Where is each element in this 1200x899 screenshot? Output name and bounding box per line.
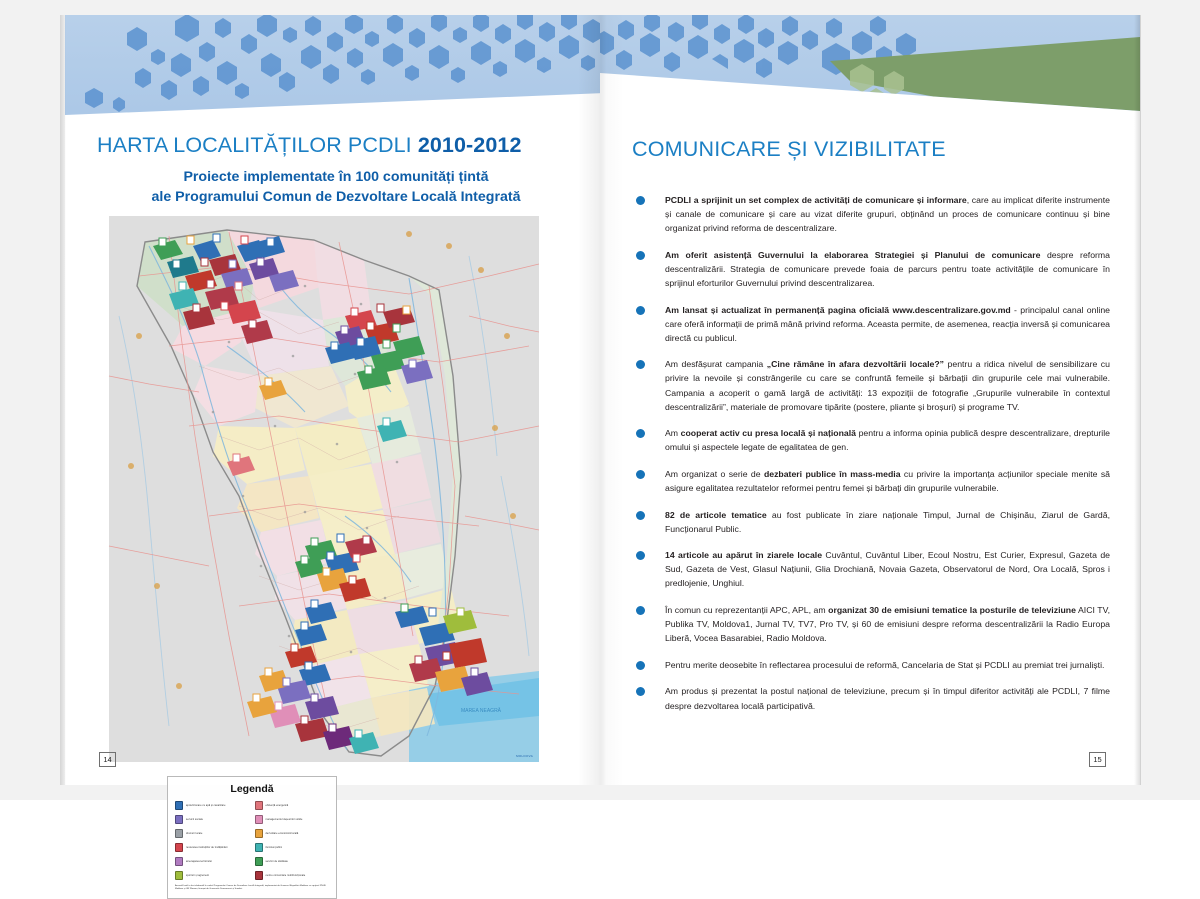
svg-text:MAREA NEAGRĂ: MAREA NEAGRĂ [461,708,502,714]
bullet-item [632,658,1110,672]
legend-swatch-icon [175,829,183,838]
legend-item [175,871,250,880]
legend-item [255,871,330,880]
legend-swatch-icon [175,801,183,810]
page-number-left: 14 [99,752,116,767]
header-decorative-band-right [600,15,1140,135]
legend-item-label: iluminat public [265,846,283,849]
bullet-item [632,467,1110,495]
legend-item-label: amenajarea teritoriului [186,860,212,863]
bullet-text: 82 de articole tematice au fost publicate în ziare naționale Timpul, Jurnal de Chișinău, Ziarul de Gardă, Funcționarul Public. [665,509,1110,534]
bullet-item [632,303,1110,345]
legend-swatch-icon [255,829,263,838]
map-legend [167,776,337,899]
legend-item-label: servicii de sănătate [265,860,288,863]
map-svg [109,216,539,762]
legend-title: Legendă [230,783,274,795]
legend-note: Această hartă a fost elaborată în cadrul Programului Comun de Dezvoltare Locală Integrată, implementat de Guvernul Republicii Moldova cu sprijinul PNUD Moldova și UN Women, finanțat de Guvernele Danemarcei și Suediei. [175,885,327,890]
left-page-title [97,133,522,158]
right-page-title: COMUNICARE ȘI VIZIBILITATE [632,137,946,161]
legend-swatch-icon [175,857,183,866]
left-page-subtitle-line2: ale Programului Comun de Dezvoltare Locală Integrată [151,189,521,206]
legend-item [175,815,250,824]
bullet-dot-icon [636,360,645,369]
left-page-title-years: 2010-2012 [417,133,522,157]
bullet-item [632,357,1110,413]
bullet-text: Pentru merite deosebite în reflectarea procesului de reformă, Cancelaria de Stat și PCDLI au premiat trei jurnaliști. [665,659,1105,670]
legend-swatch-icon [175,843,183,852]
bullet-item [632,508,1110,536]
bullet-dot-icon [636,251,645,260]
legend-item-label: aprovizionare cu apă și canalizare [186,804,226,807]
left-page [65,15,605,890]
bullet-text: PCDLI a sprijinit un set complex de activități de comunicare și informare, care au implicat diferite instrumente și canale de comunicare și care au vizat diferite grupuri, obținând un proces de comunicare continuu și bine organizat privind reforma de descentralizare. [665,195,1110,234]
bullet-text: În comun cu reprezentanții APC, APL, am organizat 30 de emisiuni tematice la posturile de televiziune AICI TV, Publika TV, Moldova1, Jurnal TV, TV7, Pro TV, și 60 de emisiuni despre reforma descentralizării la Radio Europa Liberă, Vocea Basarabiei, Radio Moldova. [665,605,1111,644]
map-credit: MOLDOVA [516,754,533,758]
legend-item-label: servicii sociale [186,818,204,821]
bullet-item [632,548,1110,590]
legend-swatch-icon [255,843,263,852]
bullet-item [632,248,1110,290]
hexagon-band-svg-right [600,15,1140,135]
legend-item [175,829,250,838]
legend-item-label: sporturi și agrement [186,874,210,877]
left-page-edge-shadow [60,15,66,785]
bullet-text: Am cooperat activ cu presa locală și națională pentru a informa opinia publică despre descentralizare, drepturile omului și aspectele legate de egalitatea de gen. [665,428,1110,453]
bullet-text: Am produs și prezentat la postul național de televiziune, precum și în timpul diferitor activități ale PCDLI, 7 filme despre dezvoltarea locală participativă. [665,686,1110,711]
right-page-edge-shadow [1134,15,1141,785]
legend-item-label: renovarea instituțiilor de învățământ [186,846,228,849]
bullet-dot-icon [636,470,645,479]
bullet-dot-icon [636,661,645,670]
legend-swatch-icon [175,871,183,880]
legend-swatch-icon [255,857,263,866]
legend-swatch-icon [255,815,263,824]
legend-item [255,829,330,838]
bullet-item [632,193,1110,235]
hexagon-band-svg-left [65,15,605,135]
legend-item-label: drumuri locale [186,832,203,835]
left-page-subtitle-line1: Proiecte implementate în 100 comunități țintă [183,169,489,185]
bullet-dot-icon [636,511,645,520]
legend-item [255,843,330,852]
legend-item-label: managementul deșeurilor solide [265,818,303,821]
header-decorative-band-left [65,15,605,135]
communication-bullet-list [632,193,1110,725]
legend-item [255,857,330,866]
bullet-dot-icon [636,196,645,205]
left-page-subtitle [97,167,575,207]
bullet-text: Am lansat și actualizat în permanență pagina oficială www.descentralizare.gov.md - principalul canal online care oferă informații de primă mână privind reforma. Aceasta permite, de asemenea, reacția inversă și comunicarea directă cu publicul. [665,304,1110,343]
bullet-dot-icon [636,687,645,696]
legend-items [175,801,329,880]
bullet-text: Am oferit asistență Guvernului la elaborarea Strategiei și Planului de comunicare despre reforma descentralizării. Strategia de comunicare prevede foaia de parcurs pentru toate activitățile de comunicare în sprijinul eforturilor Guvernului privind descentralizarea. [665,249,1110,288]
bullet-item [632,603,1110,645]
legend-item [175,801,250,810]
legend-item [175,857,250,866]
bullet-item [632,684,1110,712]
legend-item-label: dezvoltare economică locală [265,832,299,835]
legend-swatch-icon [255,801,263,810]
left-page-title-plain: HARTA LOCALITĂȚILOR PCDLI [97,133,418,157]
legend-swatch-icon [255,871,263,880]
map-of-moldova[interactable] [109,216,539,890]
bullet-text: Am desfășurat campania „Cine rămâne în afara dezvoltării locale?” pentru a ridica nivelul de sensibilizare cu privire la nevoile și constrângerile cu care se confruntă femeile și bărbații din grupurile cele mai vulnerabile. Campania a acoperit o gamă largă de activități: 13 expoziții de fotografie „Grupurile vulnerabile în contextul descentralizării”, materiale de promovare tipărite (postere, pliante și broșuri) și programe TV. [665,359,1110,412]
legend-item-label: eficiență energetică [265,804,289,807]
bullet-dot-icon [636,306,645,315]
page-number-right: 15 [1089,752,1106,767]
bullet-item [632,426,1110,454]
legend-swatch-icon [175,815,183,824]
legend-item-label: centre comunitare multifuncționale [265,874,306,877]
legend-item [175,843,250,852]
bullet-text: Am organizat o serie de dezbateri publice în mass-media cu privire la importanța acțiunilor speciale menite să asigure egalitatea rezultatelor reformei pentru femei și bărbați din grupurile vulnerabile. [665,468,1110,493]
legend-item [255,801,330,810]
right-page [600,15,1140,785]
bullet-dot-icon [636,429,645,438]
legend-item [255,815,330,824]
bullet-dot-icon [636,551,645,560]
bullet-dot-icon [636,606,645,615]
bullet-text: 14 articole au apărut în ziarele locale Cuvântul, Cuvântul Liber, Ecoul Nostru, Est Curier, Expresul, Gazeta de Sud, Gazeta de Vest, Glasul Națiunii, Glia Drochiană, Novaia Gazeta, Observatorul de Nord, Ora Locală, Spros i predlojenie, Unghiul. [665,550,1110,589]
